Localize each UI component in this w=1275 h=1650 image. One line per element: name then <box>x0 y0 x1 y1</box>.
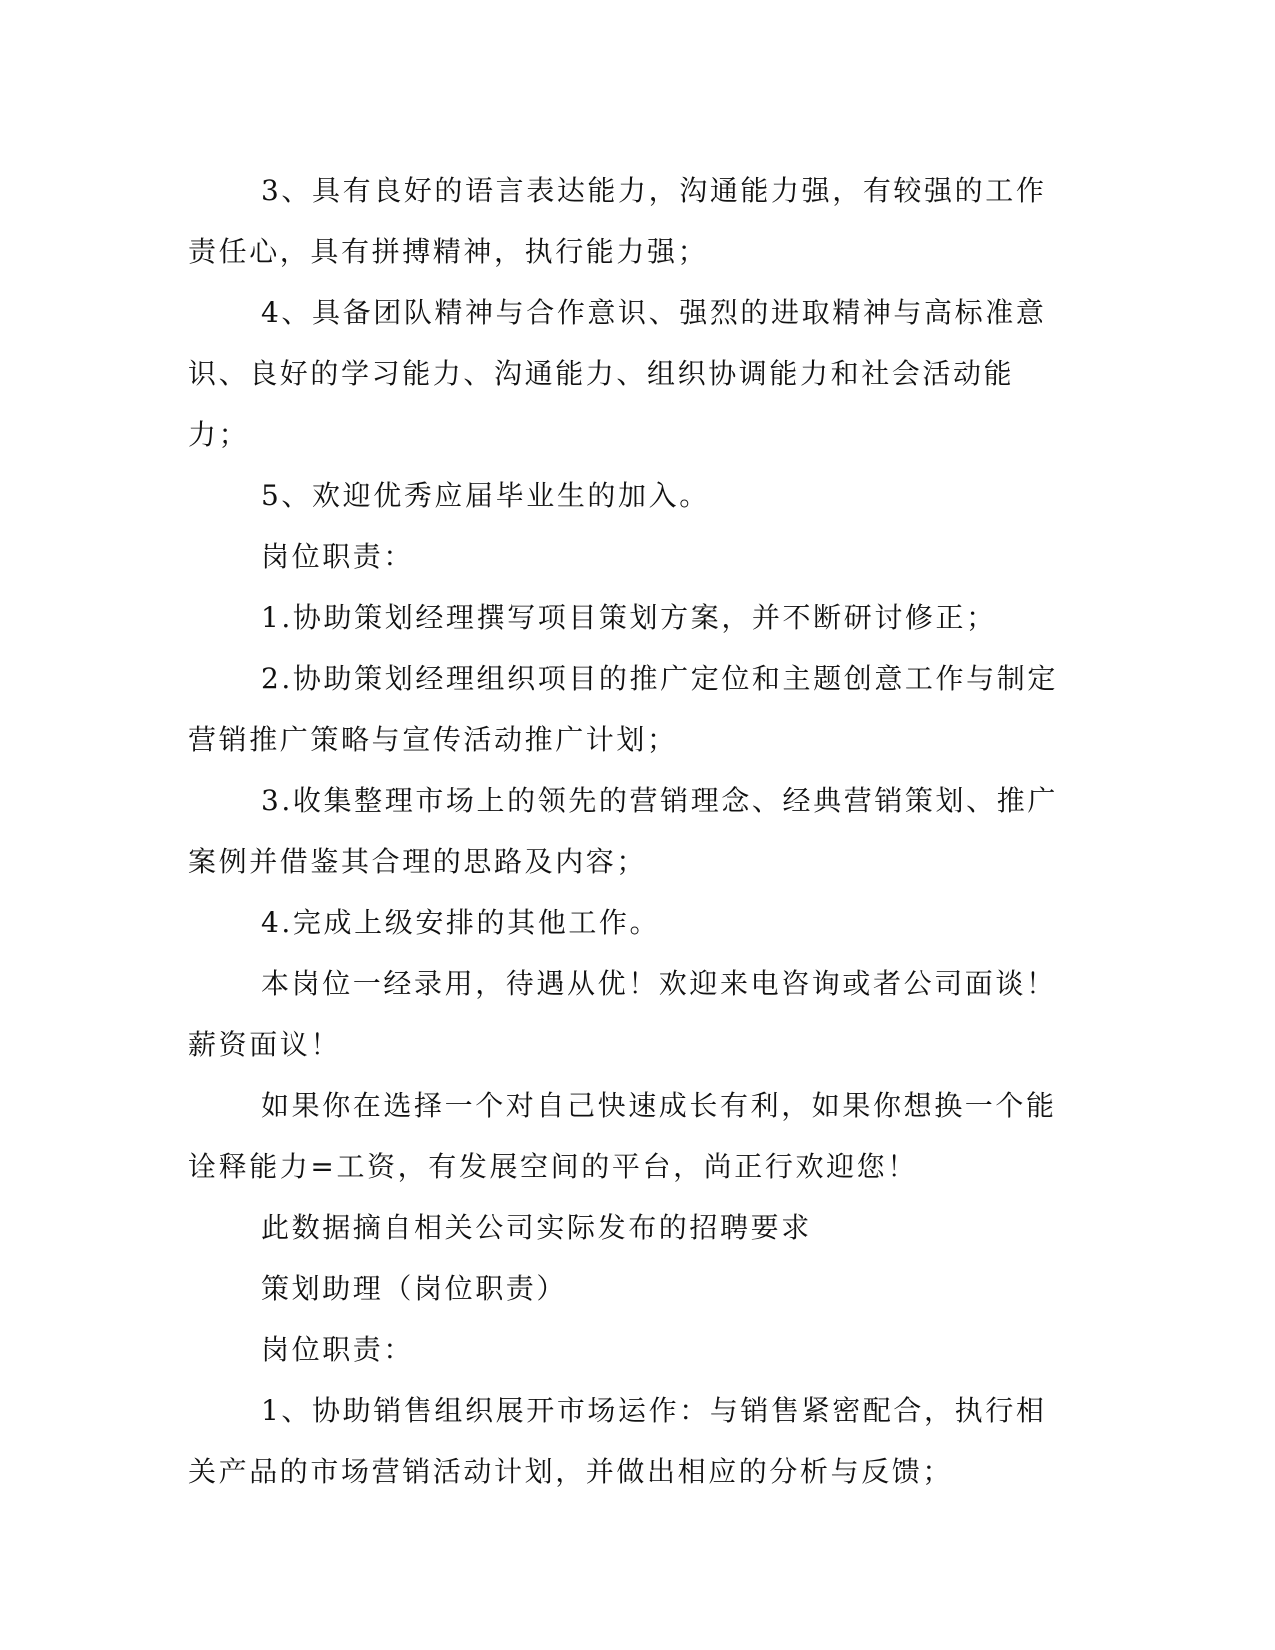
requirement-4: 4、具备团队精神与合作意识、强烈的进取精神与高标准意识、良好的学习能力、沟通能力、组织协调能力和社会活动能力； <box>188 296 1047 451</box>
section-title: 策划助理（岗位职责） <box>261 1272 568 1305</box>
requirement-5: 5、欢迎优秀应届毕业生的加入。 <box>261 479 710 512</box>
duty-3: 3.收集整理市场上的领先的营销理念、经典营销策划、推广案例并借鉴其合理的思路及内容； <box>188 784 1058 878</box>
employment-note: 本岗位一经录用，待遇从优！欢迎来电咨询或者公司面谈！薪资面议！ <box>188 967 1057 1061</box>
assistant-duty-1: 1、协助销售组织展开市场运作：与销售紧密配合，执行相关产品的市场营销活动计划，并做出相应的分析与反馈； <box>188 1394 1047 1488</box>
duty-1: 1.协助策划经理撰写项目策划方案，并不断研讨修正； <box>261 601 997 634</box>
requirement-3: 3、具有良好的语言表达能力，沟通能力强，有较强的工作责任心，具有拼搏精神，执行能力强； <box>188 174 1047 268</box>
duties-heading: 岗位职责： <box>261 540 415 573</box>
duty-4: 4.完成上级安排的其他工作。 <box>261 906 661 939</box>
document-body <box>188 160 1068 1502</box>
invitation-note: 如果你在选择一个对自己快速成长有利，如果你想换一个能诠释能力=工资，有发展空间的平台，尚正行欢迎您！ <box>188 1089 1057 1183</box>
duties-heading-second: 岗位职责： <box>261 1333 415 1366</box>
duty-2: 2.协助策划经理组织项目的推广定位和主题创意工作与制定营销推广策略与宣传活动推广计划； <box>188 662 1058 756</box>
source-note: 此数据摘自相关公司实际发布的招聘要求 <box>261 1211 812 1244</box>
